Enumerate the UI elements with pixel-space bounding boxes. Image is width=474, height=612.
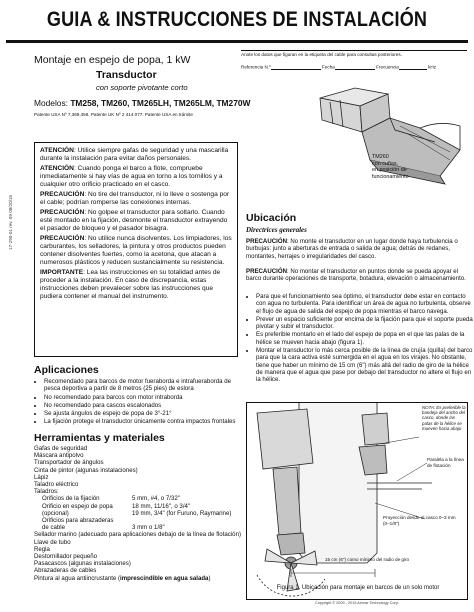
drill-name: (opcional)	[42, 509, 69, 517]
warning-text: : Cuando ponga el barco a flote, compruebe inmediatamente si hay vías de agua en torno a los tornillos y a cualquier otro orificio practicado en el casco.	[40, 165, 223, 188]
radius-label: 15 cm (6") como mínimo del radio de giro	[325, 557, 410, 562]
warning-text: : No golpee el transductor para soltarlo. Cuando esté montado en la fijación, desmonte el transductor extrayendo el pasador de bloqueo y el pasador bisagra.	[40, 209, 228, 232]
aplicacion-item: • Recomendado para barcos de motor fueraborda e intrafueraborda de pesca deportiva a partir de 8 metros (25 pies) de eslora	[44, 378, 248, 393]
patents: Patente USA Nº 7,369,458. Patente UK Nº 2 414 077. Patente USA en trámite	[34, 112, 193, 117]
aplicacion-item: • Se ajusta ángulos de espejo de popa de 3°-21°	[44, 410, 248, 417]
directrices-subheading: Directrices generales	[246, 226, 307, 234]
aplicaciones-list	[34, 378, 248, 427]
caption-line-1: con cuñas,	[372, 160, 399, 167]
ubicacion-p2	[246, 268, 466, 283]
warning-label: PRECAUCIÓN	[40, 209, 85, 216]
ubicacion-item: • Para que el funcionamiento sea óptimo, el transductor debe estar en contacto con agua no turbulenta. Para identificar un área de agua no turbulenta, observe el flujo de agua de salida del espejo de popa mientras el barco navega.	[256, 293, 474, 315]
drill-row	[34, 510, 244, 517]
tool-item: Gafas de seguridad	[34, 445, 88, 452]
tool-item: Transportador de ángulos	[34, 459, 104, 467]
drill-name: Orificio en espejo de popa	[42, 502, 113, 510]
document-code: 17-290-01 rev. 09 08/20/15	[8, 194, 13, 250]
p2-text: : No montar el transductor en puntos donde se pueda apoyar el barco durante operaciones de transporte, botadura, elevación o almacenamiento.	[246, 268, 466, 283]
aplicacion-item: • La fijación protege el transductor únicamente contra impactos frontales	[44, 418, 248, 425]
ref-label: Referencia N.º	[241, 64, 271, 69]
figure-1	[246, 402, 468, 600]
drill-size: 3 mm o 1/8"	[132, 524, 165, 532]
drill-row	[34, 517, 244, 524]
p1-text: : No monte el transductor en un lugar donde haya turbulencia o burbujas: junto a aberturas de entrada o salida de agua; detrás de redanes, montantes, herrajes o irregularidades del casco.	[246, 238, 458, 260]
drill-size: 19 mm, 3/4" (for Furuno, Raymarine)	[132, 509, 232, 517]
tool-item: Destornillador pequeño	[34, 553, 98, 561]
drill-size: 5 mm, #4, o 7/32"	[132, 495, 180, 503]
warning-label: PRECAUCIÓN	[40, 235, 85, 242]
figure-note: NOTA: Es preferible la bandeja del ancho del casco, donde las palas de la hélice se mueven hacia abajo	[422, 405, 466, 431]
models-list: TM258, TM260, TM265LH, TM265LM, TM270W	[70, 98, 251, 108]
tool-item: Máscara antipolvo	[34, 452, 84, 460]
antifouling-emphasis: imprescindible en agua salada	[120, 574, 209, 582]
subtitle-bracket: con soporte pivotante corto	[96, 83, 188, 92]
warning-text: : No utilice nunca disolventes. Los limpiadores, los carburantes, los selladores, la pintura y otros productos pueden contener disolventes fuertes, como la acetona, que atacan a numerosos plásticos y reducen sustancialmente su resistencia.	[40, 235, 232, 266]
drill-name: Orificios para abrazaderas	[42, 517, 114, 525]
top-figure-caption	[372, 154, 409, 180]
tool-item: Lápiz	[34, 473, 49, 481]
warning-item	[40, 147, 232, 163]
warning-label: IMPORTANTE	[40, 269, 84, 276]
models-line	[34, 98, 250, 108]
page-title: GUIA & INSTRUCCIONES DE INSTALACIÓN	[46, 8, 428, 31]
ubicacion-p1	[246, 238, 466, 260]
tool-item: Cinta de pintor (algunas instalaciones)	[34, 466, 138, 474]
tool-item-antifouling	[34, 575, 244, 582]
warning-text: : Lea las instrucciones en su totalidad antes de proceder a la instalación. En caso de discrepancia, estas instrucciones deben prevalecer sobre las instrucciones que pudiera contener el manual del instrumento.	[40, 269, 221, 300]
waterline-label: Paralela a la línea de flotación	[427, 457, 464, 468]
caption-line-2: en posición de	[372, 167, 407, 174]
warning-label: PRECAUCIÓN	[40, 191, 85, 198]
drill-row	[34, 524, 244, 531]
freq-label: Frecuencia	[376, 64, 399, 69]
date-label: Fecha	[322, 64, 335, 69]
ref-field	[271, 63, 321, 70]
models-label: Modelos:	[34, 98, 68, 108]
warning-item	[40, 165, 232, 189]
drill-row	[34, 495, 244, 502]
label-fields	[241, 63, 467, 70]
ubicacion-heading: Ubicación	[246, 212, 297, 224]
subtitle-mount: Montaje en espejo de popa, 1 kW	[34, 54, 191, 66]
tool-item: Regla	[34, 545, 50, 553]
tool-item: Sellador marino (adecuado para aplicaciones debajo de la línea de flotación)	[34, 531, 241, 539]
subtitle-transducer: Transductor	[96, 69, 157, 81]
label-record-box	[241, 50, 467, 77]
ubicacion-item: • Montar el transductor lo más cerca posible de la línea de crujía (quilla) del barco para que la cara activa esté sumergida en el agua en los virajes. No obstante, tiene que haber un mínimo de 15 cm (6") más allá del radio de giro de la hélice de manera que el agua que pase por debajo del transductor no altere el flujo en la hélice.	[256, 347, 474, 383]
antifouling-end: )	[208, 574, 211, 582]
warning-item	[40, 191, 232, 207]
label-note: Anote los datos que figuran en la etiqueta del cable para consultas posteriores.	[241, 52, 402, 57]
ubicacion-bullets	[246, 293, 474, 385]
herramientas-heading: Herramientas y materiales	[34, 432, 165, 444]
caption-model: TM260	[372, 154, 389, 160]
warnings-box	[34, 142, 238, 357]
figure-caption: Figura 1. Ubicación para montaje en barcos de un solo motor	[276, 585, 440, 591]
warning-item	[40, 269, 232, 301]
herramientas-list	[34, 445, 244, 582]
drill-name: de cable	[42, 524, 66, 532]
figure-1-drawing	[247, 403, 468, 600]
tool-item: Taladro eléctrico	[34, 481, 79, 489]
tool-item: Llave de tubo	[34, 538, 71, 546]
antifouling-text: Pintura al agua antiincrustante (	[34, 574, 121, 582]
date-field	[335, 63, 375, 70]
warning-label: ATENCIÓN	[40, 165, 74, 172]
ubicacion-item: • Es preferible montarlo en el lado del espejo de popa en el que las palas de la hélice se mueven hacia abajo (figura 1).	[256, 331, 474, 346]
warning-label: ATENCIÓN	[40, 147, 74, 154]
aplicacion-item: • No recomendado para barcos con motor intraborda	[44, 394, 248, 401]
title-rule	[6, 40, 468, 43]
p2-label: PRECAUCIÓN	[246, 268, 287, 275]
freq-unit: kHz	[428, 64, 437, 69]
projection-label: Proyección desde el casco 0–3 mm (0–1/8")	[383, 515, 456, 526]
warning-text: : No tire del transductor, ni lo lleve o sostenga por el cable; podrían romperse las conexiones internas.	[40, 191, 230, 206]
aplicacion-item: • No recomendado para cascos escalonados	[44, 402, 248, 409]
drill-size: 18 mm, 11/16", o 3/4"	[132, 502, 191, 510]
tool-item: Pasacascos (algunas instalaciones)	[34, 560, 131, 568]
aplicaciones-heading: Aplicaciones	[34, 364, 99, 376]
warning-item	[40, 235, 232, 267]
warning-item	[40, 209, 232, 233]
copyright: Copyright © 2009 - 2015 Airmar Technology Corp.	[315, 601, 399, 605]
drill-row	[34, 503, 244, 510]
warning-text: : Utilice siempre gafas de seguridad y una mascarilla durante la instalación para evitar daños personales.	[40, 147, 229, 162]
ubicacion-item: • Prever un espacio suficiente por encima de la fijación para que el soporte pueda pivotar y subir el transductor.	[256, 316, 474, 331]
tool-item: Abrazaderas de cables	[34, 567, 97, 575]
p1-label: PRECAUCIÓN	[246, 238, 287, 245]
drill-name: Orificios de la fijación	[42, 495, 100, 503]
freq-field	[399, 63, 427, 70]
tool-item: Taladros:	[34, 488, 59, 496]
caption-line-3: funcionamiento	[372, 173, 409, 180]
